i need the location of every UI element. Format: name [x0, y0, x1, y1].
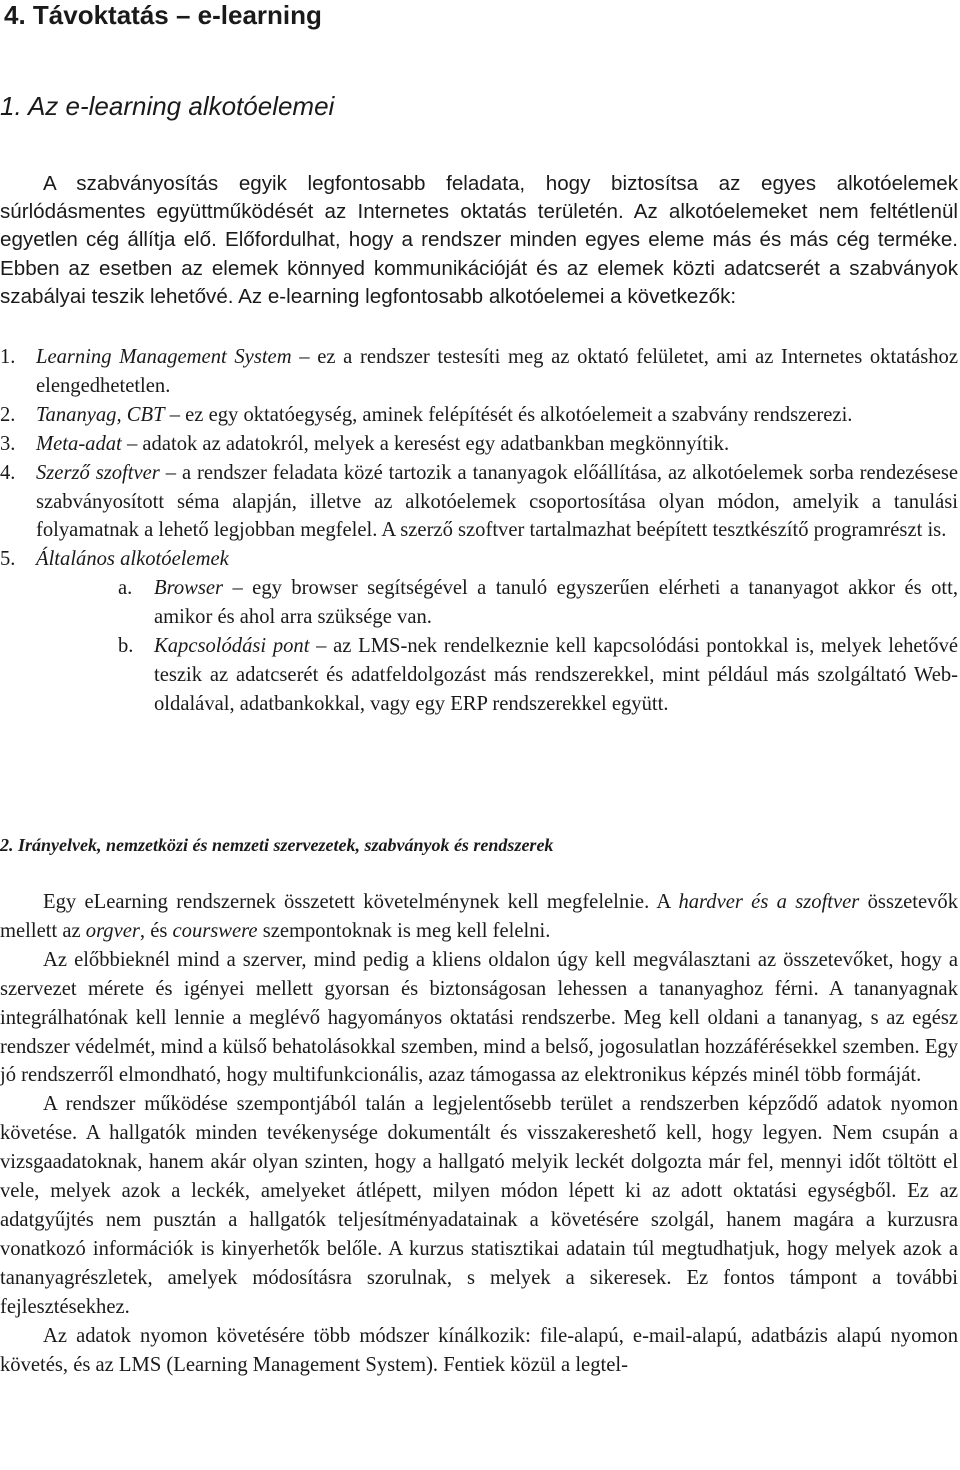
- section1-body: [0, 170, 958, 311]
- list-item: [0, 459, 958, 546]
- sublist-text: – az LMS-nek rendelkeznie kell kapcsolódási pontokkal is, melyek lehetővé teszik az adatcserét és adatfeldolgozást más rendszerekkel, mint például más szolgáltató Web-oldalával, adatbankokkal, vagy egy ERP rendszerekkel együtt.: [154, 635, 959, 715]
- list-text: – ez egy oktatóegység, aminek felépítését és alkotóelemeit a szabvány rendszerezi.: [164, 403, 853, 426]
- sublist-term: Kapcsolódási pont: [154, 635, 310, 658]
- list-text: – adatok az adatokról, melyek a keresést egy adatbankban megkönnyítik.: [121, 432, 730, 455]
- sublist-item: [118, 574, 958, 632]
- section2-title: 2. Irányelvek, nemzetközi és nemzeti szervezetek, szabványok és rendszerek: [0, 835, 554, 855]
- section-title: 1. Az e-learning alkotóelemei: [0, 91, 335, 121]
- list-term: Meta-adat: [36, 432, 122, 455]
- chapter-heading: 4. Távoktatás – e-learning: [4, 0, 322, 30]
- list-number: 1.: [0, 346, 16, 368]
- sublist-letter: a.: [118, 577, 133, 600]
- list-number: 5.: [0, 548, 16, 571]
- list-term: Általános alkotóelemek: [36, 548, 229, 571]
- list-number: 3.: [0, 432, 16, 455]
- sublist-letter: b.: [118, 635, 134, 658]
- paragraph: Egy eLearning rendszernek összetett követelménynek kell megfelelnie. A hardver és a szoftver összetevők mellett az orgver, és courswere szempontoknak is meg kell felelni.: [0, 891, 958, 942]
- list-item: [0, 545, 958, 574]
- sublist-term: Browser: [154, 577, 224, 600]
- list-term: Learning Management System: [36, 346, 292, 368]
- paragraph: A rendszer működése szempontjából talán a legjelentősebb terület a rendszerben képződő adatok nyomon követése. A hallgatók minden tevékenysége dokumentált és visszakereshető kell, hogy legyen. Nem csupán a vizsgaadatoknak, hanem akár olyan szinten, hogy a hallgató melyik leckét dolgozta már fel, mennyi időt töltött el vele, melyek azok a leckék, amelyeket átlépett, milyen módon lépett ki az adott oktatási egységből. Ez az adatgyűjtés nem pusztán a hallgatók teljesítményadatainak a követésére szolgál, hanem magára a kurzusra vonatkozó információk is kinyerhetők belőle. A kurzus statisztikai adatain túl megtudhatjuk, hogy melyek azok a tananyagrészletek, amelyek módosításra szorulnak, s melyek a sikeresek. Ez fontos támpont a további fejlesztésekhez.: [0, 1093, 958, 1318]
- list-text: – ez a rendszer testesíti meg az oktató felületet, ami az Internetes oktatáshoz elengedhetetlen.: [36, 346, 958, 397]
- intro-paragraph: A szabványosítás egyik legfontosabb feladata, hogy biztosítsa az egyes alkotóelemek súrlódásmentes együttműködését az Internetes oktatás területén. Az alkotóelemeket nem feltétlenül egyetlen cég állítja elő. Előfordulhat, hogy a rendszer minden egyes eleme más és más cég terméke. Ebben az esetben az elemek könnyed kommunikációját és az elemek közti adatcserét a szabványok szabályai teszik lehetővé. Az e-learning legfontosabb alkotóelemei a következők:: [0, 172, 958, 308]
- list-term: Tananyag, CBT: [36, 403, 165, 426]
- list-item: [0, 430, 958, 459]
- list-text: – a rendszer feladata közé tartozik a tananyagok előállítása, az alkotóelemek sorba rendezésese szabványosított séma alapján, illetve az alkotóelemek csoportosítása olyan módon, amelyik a tanulási folyamatnak a lehető legjobban megfelel. A szerző szoftver tartalmazhat beépített tesztkészítő programrészt is.: [36, 461, 958, 542]
- list-number: 4.: [0, 461, 16, 484]
- list-item: [0, 343, 958, 401]
- component-list: [0, 343, 958, 719]
- sublist-text: – egy browser segítségével a tanuló egyszerűen elérheti a tananyagot akkor és ott, amikor és ahol arra szüksége van.: [154, 577, 958, 629]
- list-number: 2.: [0, 403, 16, 426]
- section2-body: [0, 888, 958, 1379]
- list-term: Szerző szoftver: [36, 461, 160, 484]
- list-item: [0, 401, 958, 430]
- paragraph: Az előbbieknél mind a szerver, mind pedig a kliens oldalon úgy kell megválasztani az összetevőket, hogy a szervezet mérete és igényei mellett gyorsan és biztonságosan lehessen a tananyaghoz férni. A tananyagnak integrálhatónak kell lennie a meglévő hagyományos oktatási rendszerbe. Meg kell oldani a tananyag, s az egész rendszer védelmét, mind a külső behatolásokkal szemben, mind a belső, jogosulatlan hozzáférésekkel szemben. Egy jó rendszerről elmondható, hogy multifunkcionális, azaz támogassa az elektronikus képzés minél több formáját.: [0, 948, 958, 1087]
- sublist-item: [118, 632, 958, 719]
- paragraph: Az adatok nyomon követésére több módszer kínálkozik: file-alapú, e-mail-alapú, adatbázis alapú nyomon követés, és az LMS (Learning Management System). Fentiek közül a legtel-: [0, 1324, 958, 1376]
